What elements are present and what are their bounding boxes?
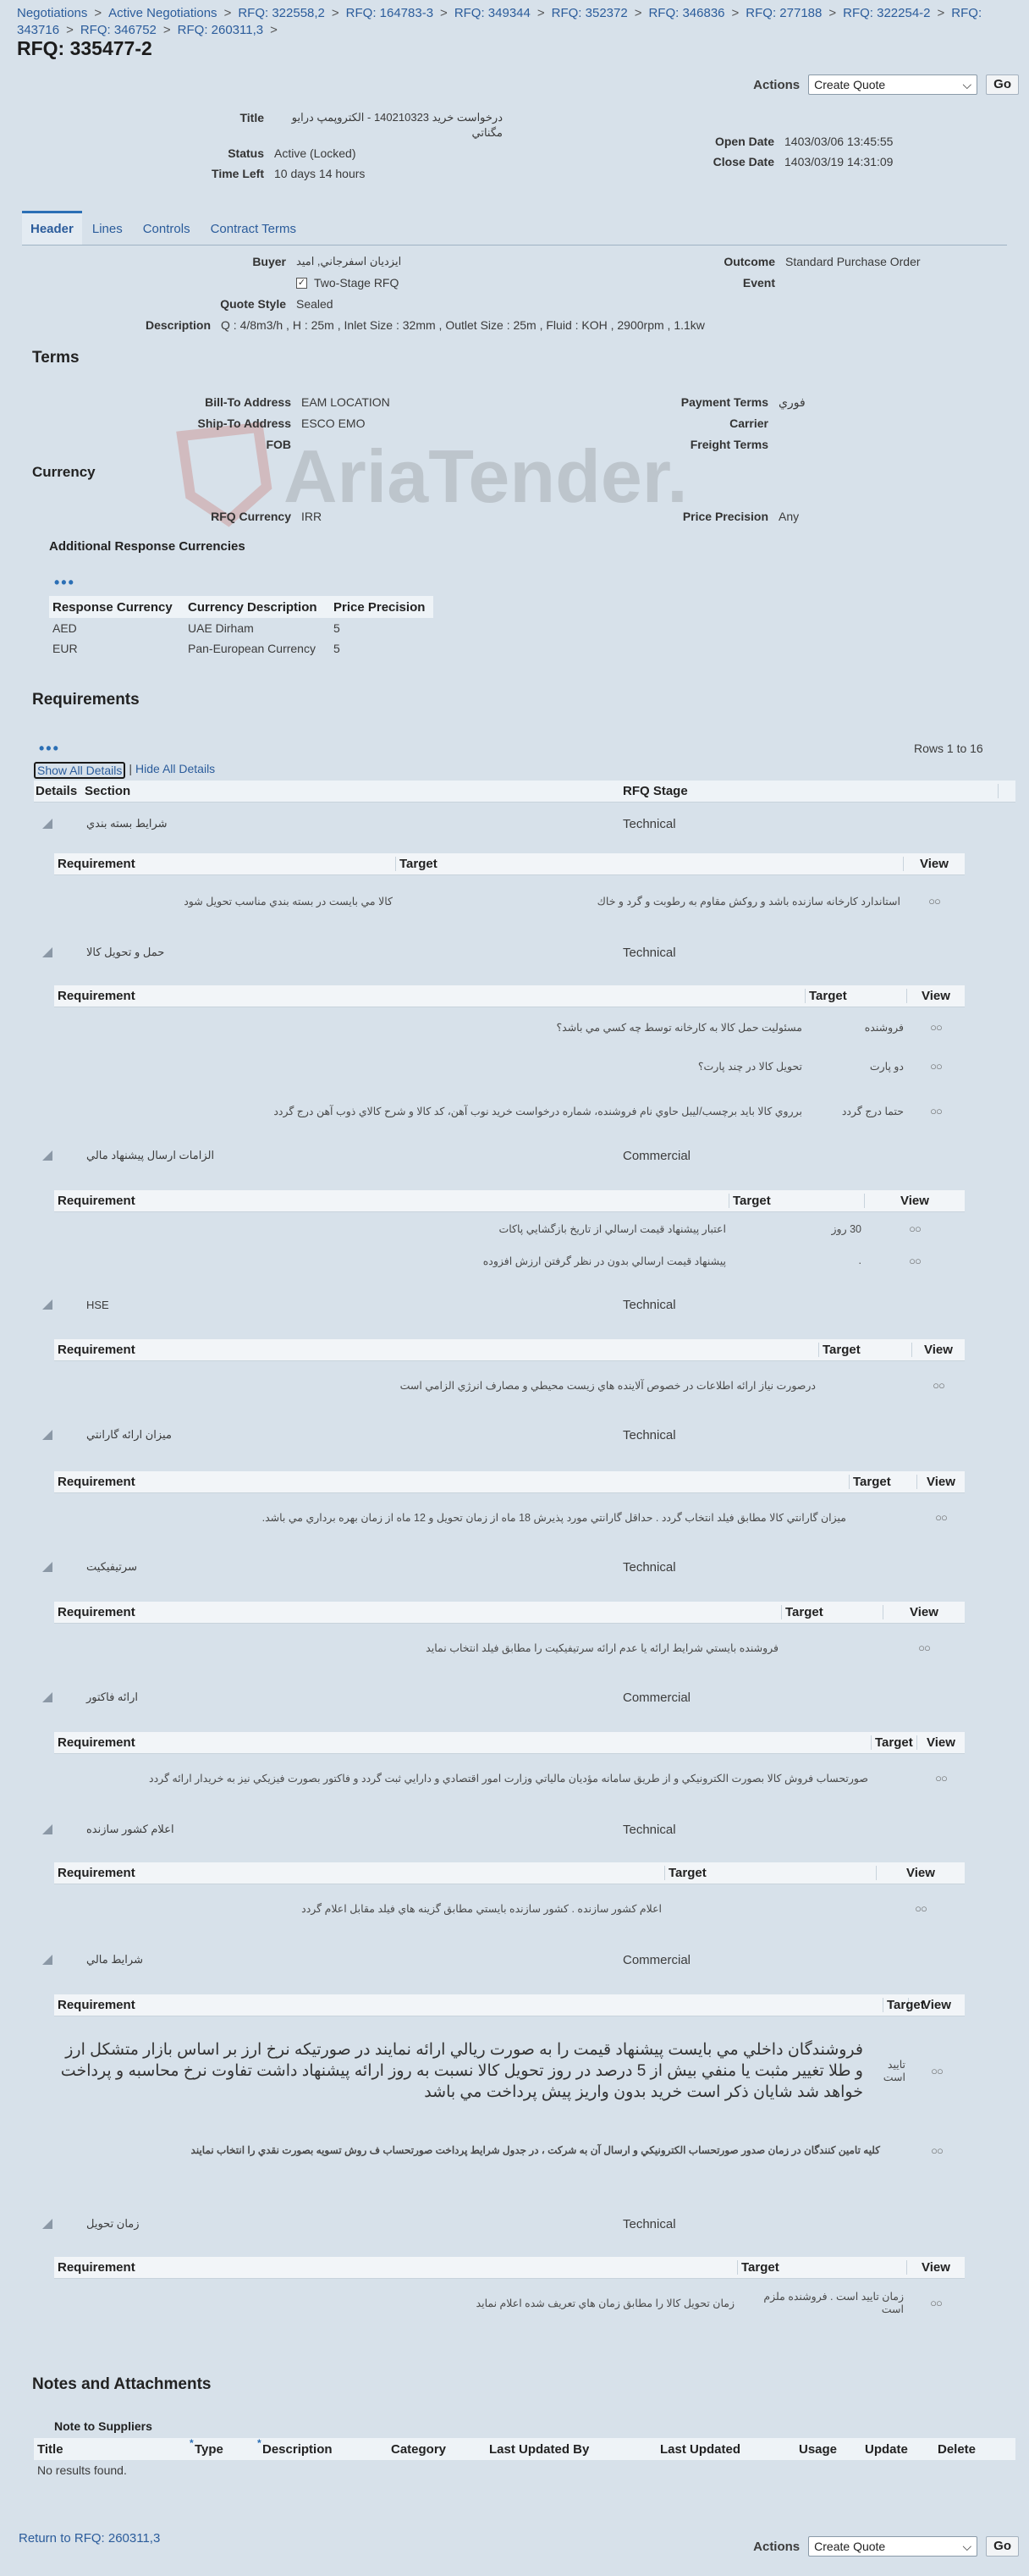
actions-label-bottom: Actions <box>753 2539 801 2554</box>
breadcrumb-separator: > <box>937 6 945 20</box>
col-target: Target <box>883 1998 909 2012</box>
requirement-detail-table <box>54 1732 965 1801</box>
section-name: زمان تحويل <box>86 2217 140 2230</box>
expand-triangle-icon[interactable] <box>42 947 52 957</box>
requirement-text: صورتحساب فروش كالا بصورت الكترونيكي و از طريق سامانه مؤديان مالياتي وزارت امور اقتصادي و دارايي ثبت گردد و فاكتور بصورت فيزيكي نيز به خريدار ارائه گردد <box>149 1772 868 1784</box>
requirement-text: پيشنهاد قيمت ارسالي بدون در نظر گرفتن ارزش افزوده <box>482 1255 726 1267</box>
requirement-row <box>54 1085 965 1136</box>
requirement-text: ميزان گارانتي كالا مطابق فيلد انتخاب گردد . حداقل گارانتي مورد پذيرش 18 ماه از زمان تحويل و 12 ماه از زمان بهره برداري مي باشد. <box>261 1511 846 1524</box>
status-label: Status <box>228 146 264 160</box>
col-view: View <box>920 857 949 871</box>
tab-lines[interactable]: Lines <box>91 222 123 236</box>
col-requirement: Requirement <box>54 989 806 1003</box>
description-value: Q : 4/8m3/h , H : 25m , Inlet Size : 32mm , Outlet Size : 25m , Fluid : KOH , 2900rpm , 1.1kw <box>221 318 705 332</box>
col-view: View <box>922 989 950 1003</box>
glasses-icon[interactable]: ○○ <box>915 1901 927 1915</box>
requirement-detail-table <box>54 1190 965 1277</box>
terms-right <box>640 394 978 452</box>
ship-to-label: Ship-To Address <box>197 416 291 430</box>
page-title: RFQ: 335477-2 <box>17 37 152 59</box>
summary-left <box>179 110 603 181</box>
currency-cell: 5 <box>333 642 340 655</box>
terms-left <box>113 394 452 452</box>
section-stage: Technical <box>623 1822 676 1837</box>
glasses-icon[interactable]: ○○ <box>909 1222 921 1235</box>
requirement-detail-table <box>54 1994 965 2176</box>
expand-triangle-icon[interactable] <box>42 819 52 829</box>
currency-row <box>49 618 433 638</box>
col-requirement: Requirement <box>54 1998 883 2012</box>
col-target: Target <box>665 1866 877 1880</box>
breadcrumb-separator: > <box>270 23 278 37</box>
col-usage: Usage <box>799 2441 838 2457</box>
section-name: شرايط بسته بندي <box>86 817 168 830</box>
tab-contract-terms[interactable]: Contract Terms <box>210 222 296 236</box>
breadcrumb-separator: > <box>634 6 642 20</box>
requirement-row <box>54 2279 965 2326</box>
col-view: View <box>927 1475 955 1489</box>
glasses-icon[interactable]: ○○ <box>930 1059 942 1073</box>
glasses-icon[interactable]: ○○ <box>918 1641 930 1654</box>
glasses-icon[interactable]: ○○ <box>931 2064 943 2077</box>
col-update: Update <box>865 2441 908 2457</box>
requirement-text: فروشندگان داخلي مي بايست پيشنهاد قيمت را به صورت ريالي ارائه نمايند در صورتيكه نرخ ارز بر اساس بازار متشكل ارز و طلا تغيير مثبت يا منفي بيش از 5 درصد در روز تحويل كالا نسبت به روز ارائه پيشنهاد داشت تفاوت نرخ محاسبه و پرداخت خواهد شد شايان ذكر است خريد بدون واريز پيش پرداخت مي باشد <box>60 2040 863 2101</box>
breadcrumb-separator: > <box>66 23 74 37</box>
col-price-precision: Price Precision <box>333 599 426 615</box>
glasses-icon[interactable]: ○○ <box>930 1104 942 1117</box>
col-target: Target <box>872 1735 917 1750</box>
requirement-text: كليه تامين كنندگان در زمان صدور صورتحساب الكترونيكي و ارسال آن به شركت ، در جدول شرايط پرداخت صورتحساب ف روش تسويه بصورت نقدي را انتخاب نمايند <box>190 2144 880 2156</box>
requirement-text: تحويل كالا در چند پارت؟ <box>697 1060 802 1073</box>
expand-triangle-icon[interactable] <box>42 1692 52 1702</box>
col-type: Type <box>195 2441 223 2457</box>
requirement-detail-table <box>54 985 965 1136</box>
currency-cell: 5 <box>333 621 340 635</box>
col-requirement: Requirement <box>54 2260 738 2275</box>
section-stage: Technical <box>623 2216 676 2231</box>
requirement-section-row <box>34 1685 1015 1710</box>
breadcrumb-link[interactable]: RFQ: 343716 <box>17 6 982 37</box>
currency-table-header <box>49 596 433 618</box>
summary-right <box>690 134 994 169</box>
bill-to-link[interactable]: EAM LOCATION <box>301 395 390 409</box>
requirement-row <box>54 875 965 926</box>
note-to-suppliers-heading: Note to Suppliers <box>54 2419 152 2433</box>
details-toggle: Show All Details | Hide All Details <box>34 762 215 779</box>
more-actions-icon[interactable]: ••• <box>54 574 75 591</box>
buyer-value: ايزديان اسفرجاني, اميد <box>296 255 402 268</box>
requirement-row <box>54 1884 965 1932</box>
breadcrumb <box>17 5 1015 39</box>
close-date-label: Close Date <box>713 155 774 168</box>
col-view: View <box>922 1998 951 2012</box>
breadcrumb-link[interactable]: RFQ: 346752 <box>80 23 157 37</box>
section-name: حمل و تحويل كالا <box>86 946 165 958</box>
target-text: استاندارد كارخانه سازنده باشد و روكش مقاوم به رطوبت و گرد و خاك <box>597 895 900 907</box>
return-link[interactable]: Return to RFQ: 260311,3 <box>19 2531 161 2546</box>
requirement-section-row <box>34 1554 1015 1580</box>
requirement-text: اعلام كشور سازنده . كشور سازنده بايستي مطابق گزينه هاي فيلد مقابل اعلام گردد <box>301 1902 662 1915</box>
section-name: ميزان ارائه گارانتي <box>86 1428 172 1441</box>
requirement-detail-table <box>54 2257 965 2326</box>
go-button-bottom[interactable]: Go <box>986 2536 1019 2557</box>
requirement-row <box>54 2125 965 2176</box>
col-target: Target <box>806 989 907 1003</box>
requirement-text: زمان تحويل كالا را مطابق زمان هاي تعريف شده اعلام نمايد <box>476 2297 735 2309</box>
breadcrumb-separator: > <box>828 6 837 20</box>
col-view: View <box>922 2260 950 2275</box>
breadcrumb-separator: > <box>440 6 448 20</box>
open-date-label: Open Date <box>714 135 774 148</box>
section-name: شرايط مالي <box>86 1953 143 1966</box>
col-target: Target <box>729 1194 865 1208</box>
breadcrumb-separator: > <box>537 6 545 20</box>
time-left-label: Time Left <box>212 167 264 180</box>
breadcrumb-separator: > <box>223 6 232 20</box>
expand-triangle-icon[interactable] <box>42 1955 52 1965</box>
terms-heading: Terms <box>32 349 80 367</box>
section-name: الزامات ارسال پيشنهاد مالي <box>86 1149 215 1161</box>
expand-triangle-icon[interactable] <box>42 1430 52 1440</box>
target-text: 30 روز <box>831 1222 861 1235</box>
glasses-icon[interactable]: ○○ <box>933 1378 944 1392</box>
expand-triangle-icon[interactable] <box>42 1824 52 1834</box>
requirement-row <box>54 1244 965 1277</box>
requirement-section-row <box>34 811 1015 836</box>
requirement-row <box>54 1361 965 1409</box>
col-section: Section <box>85 784 131 798</box>
currency-cell: Pan-European Currency <box>188 642 316 655</box>
breadcrumb-link[interactable]: RFQ: 164783-3 <box>345 6 434 20</box>
section-stage: Commercial <box>623 1690 691 1705</box>
col-requirement: Requirement <box>54 1605 782 1619</box>
actions-selected-value: Create Quote <box>814 78 886 91</box>
section-name: اعلام كشور سازنده <box>86 1823 174 1835</box>
requirement-detail-table <box>54 1339 965 1409</box>
carrier-label: Carrier <box>729 416 768 430</box>
currency-table <box>49 596 433 659</box>
requirement-row <box>54 1007 965 1046</box>
col-currency-description: Currency Description <box>188 599 317 615</box>
col-target: Target <box>782 1605 883 1619</box>
event-label: Event <box>742 276 775 290</box>
glasses-icon[interactable]: ○○ <box>930 1020 942 1034</box>
chevron-down-icon: ⌵ <box>962 77 972 91</box>
col-view: View <box>900 1194 929 1208</box>
col-requirement: Requirement <box>54 1343 819 1357</box>
actions-label: Actions <box>753 77 801 92</box>
actions-select[interactable] <box>808 74 977 95</box>
section-stage: Commercial <box>623 1952 691 1967</box>
breadcrumb-link[interactable]: RFQ: 352372 <box>551 6 628 20</box>
actions-selected-value-bottom: Create Quote <box>814 2540 886 2553</box>
breadcrumb-link[interactable]: RFQ: 277188 <box>746 6 823 20</box>
additional-currencies-heading: Additional Response Currencies <box>49 539 245 554</box>
breadcrumb-link[interactable]: Negotiations <box>17 6 88 20</box>
tab-controls[interactable]: Controls <box>142 222 190 236</box>
requirements-table-header <box>34 781 1015 803</box>
header-left <box>146 254 705 333</box>
section-name: ارائه فاكتور <box>86 1691 138 1703</box>
rows-info: Rows 1 to 16 <box>914 742 983 755</box>
col-requirement: Requirement <box>54 1194 729 1208</box>
section-stage: Technical <box>623 945 676 960</box>
breadcrumb-link[interactable]: RFQ: 349344 <box>454 6 531 20</box>
glasses-icon[interactable]: ○○ <box>909 1254 921 1267</box>
price-precision-value: Any <box>779 510 800 523</box>
status-value: Active (Locked) <box>274 146 356 160</box>
requirement-section-row <box>34 1143 1015 1168</box>
requirement-text: مسئوليت حمل كالا به كارخانه توسط چه كسي مي باشد؟ <box>556 1021 802 1034</box>
glasses-icon[interactable]: ○○ <box>935 1510 947 1524</box>
tab-header[interactable]: Header <box>22 211 82 245</box>
breadcrumb-separator: > <box>94 6 102 20</box>
col-last-updated: Last Updated <box>660 2441 741 2457</box>
target-text: تاييد است <box>883 2059 905 2083</box>
requirement-text: درصورت نياز ارائه اطلاعات در خصوص آلاينده هاي زيست محيطي و مصارف انرژي الزامي است <box>399 1379 816 1392</box>
currency-cell: EUR <box>52 642 78 655</box>
two-stage-label: Two-Stage RFQ <box>314 276 399 290</box>
ship-to-link[interactable]: ESCO EMO <box>301 416 366 430</box>
section-stage: Technical <box>623 1559 676 1575</box>
requirements-more-icon[interactable]: ••• <box>39 740 60 757</box>
bill-to-label: Bill-To Address <box>205 395 291 409</box>
section-name: HSE <box>86 1298 109 1311</box>
glasses-icon[interactable]: ○○ <box>930 2296 942 2309</box>
go-button[interactable]: Go <box>986 74 1019 95</box>
buyer-label: Buyer <box>252 255 286 268</box>
quote-style-label: Quote Style <box>220 297 286 311</box>
payment-terms-value: فوري <box>779 395 806 409</box>
requirement-section-row <box>34 940 1015 965</box>
requirement-text: فروشنده بايستي شرايط ارائه يا عدم ارائه سرتيفيكيت را مطابق فيلد انتخاب نمايد <box>426 1641 779 1654</box>
section-stage: Technical <box>623 816 676 831</box>
section-name: سرتيفيكيت <box>86 1560 137 1573</box>
requirement-detail-table <box>54 1602 965 1671</box>
requirement-row <box>54 2016 965 2125</box>
outcome-label: Outcome <box>724 255 775 268</box>
col-requirement: Requirement <box>54 1866 665 1880</box>
quote-style-value: Sealed <box>296 297 333 311</box>
currency-cell: AED <box>52 621 77 635</box>
title-label: Title <box>239 111 264 124</box>
title-value: درخواست خريد 140210323 - الكتروپمپ درايو مگناتي <box>291 111 503 139</box>
col-view: View <box>910 1605 938 1619</box>
glasses-icon[interactable]: ○○ <box>935 1771 947 1784</box>
requirement-section-row <box>34 1817 1015 1842</box>
rfq-currency-label: RFQ Currency <box>211 510 291 523</box>
breadcrumb-separator: > <box>331 6 339 20</box>
col-description: Description <box>262 2441 333 2457</box>
fob-label: FOB <box>266 438 291 451</box>
header-right <box>682 254 1004 290</box>
col-view: View <box>927 1735 955 1750</box>
currency-row <box>49 638 433 659</box>
two-stage-checkbox[interactable]: ✓ <box>297 277 306 288</box>
requirement-detail-table <box>54 853 965 926</box>
col-target: Target <box>850 1475 917 1489</box>
requirement-row <box>54 1212 965 1244</box>
target-text: . <box>858 1255 861 1266</box>
no-results-text: No results found. <box>37 2463 127 2477</box>
notes-heading: Notes and Attachments <box>32 2375 212 2393</box>
requirement-section-row <box>34 2211 1015 2237</box>
time-left-value: 10 days 14 hours <box>274 167 366 180</box>
col-target: Target <box>819 1343 912 1357</box>
show-all-details-link[interactable]: Show All Details <box>34 762 125 779</box>
col-requirement: Requirement <box>54 1735 872 1750</box>
actions-bar-bottom <box>753 2536 1019 2557</box>
price-precision-label: Price Precision <box>682 510 768 523</box>
requirement-row <box>54 1754 965 1801</box>
expand-triangle-icon[interactable] <box>42 1562 52 1572</box>
actions-bar <box>753 74 1019 95</box>
breadcrumb-separator: > <box>731 6 740 20</box>
col-title: Title <box>37 2441 63 2457</box>
currency-cell: UAE Dirham <box>188 621 254 635</box>
requirement-text: كالا مي بايست در بسته بندي مناسب تحويل شود <box>184 895 393 907</box>
target-text: زمان تاييد است . فروشنده ملزم است <box>763 2291 904 2315</box>
freight-terms-label: Freight Terms <box>690 438 768 451</box>
glasses-icon[interactable]: ○○ <box>928 894 940 907</box>
expand-triangle-icon[interactable] <box>42 1299 52 1310</box>
requirement-row <box>54 1046 965 1085</box>
col-delete: Delete <box>938 2441 977 2457</box>
breadcrumb-link[interactable]: RFQ: 260311,3 <box>177 23 264 37</box>
col-last-updated-by: Last Updated By <box>489 2441 590 2457</box>
actions-select-bottom[interactable] <box>808 2536 977 2557</box>
section-stage: Technical <box>623 1427 676 1442</box>
close-date-value: 1403/03/19 14:31:09 <box>784 155 894 168</box>
target-text: دو پارت <box>869 1060 904 1073</box>
watermark-text: AriaTender. <box>283 434 688 518</box>
hide-all-details-link[interactable]: Hide All Details <box>135 762 216 775</box>
section-stage: Technical <box>623 1297 676 1312</box>
requirement-row <box>54 1493 965 1541</box>
target-text: فروشنده <box>864 1021 904 1034</box>
col-requirement: Requirement <box>54 857 396 871</box>
currency-heading: Currency <box>32 464 96 480</box>
notes-table-header: Title * Type * Description Category Last Updated By Last Updated Usage Update Delete <box>34 2438 1015 2460</box>
open-date-value: 1403/03/06 13:45:55 <box>784 135 894 148</box>
rfq-currency-value: IRR <box>301 510 322 523</box>
glasses-icon[interactable]: ○○ <box>931 2143 943 2157</box>
requirement-text: برروي كالا بايد برچسب/ليبل حاوي نام فروشنده، شماره درخواست خريد نوب آهن، كد كالا و شرح كالاي ذوب آهن درج گردد <box>273 1105 802 1117</box>
requirement-text: اعتبار پيشنهاد قيمت ارسالي از تاريخ بازگشايي پاكات <box>498 1222 726 1235</box>
tab-bar <box>22 207 306 245</box>
col-rfq-stage: RFQ Stage <box>623 784 999 798</box>
requirement-section-row <box>34 1422 1015 1448</box>
col-response-currency: Response Currency <box>52 599 173 615</box>
requirement-detail-table <box>54 1471 965 1541</box>
chevron-down-icon: ⌵ <box>962 2539 972 2553</box>
expand-triangle-icon[interactable] <box>42 1150 52 1161</box>
description-label: Description <box>146 318 212 332</box>
expand-triangle-icon[interactable] <box>42 2219 52 2229</box>
col-view: View <box>924 1343 953 1357</box>
col-target: Target <box>396 857 904 871</box>
requirements-heading: Requirements <box>32 691 140 709</box>
col-requirement: Requirement <box>54 1475 850 1489</box>
requirement-section-row <box>34 1947 1015 1972</box>
payment-terms-label: Payment Terms <box>680 395 768 409</box>
section-stage: Commercial <box>623 1148 691 1163</box>
breadcrumb-link[interactable]: RFQ: 322254-2 <box>843 6 931 20</box>
outcome-value: Standard Purchase Order <box>785 255 921 268</box>
target-text: حتما درج گردد <box>841 1105 904 1117</box>
col-details: Details <box>36 784 78 798</box>
requirement-section-row <box>34 1292 1015 1317</box>
col-target: Target <box>738 2260 907 2275</box>
breadcrumb-link[interactable]: RFQ: 322558,2 <box>238 6 325 20</box>
col-category: Category <box>391 2441 447 2457</box>
breadcrumb-link[interactable]: RFQ: 346836 <box>648 6 725 20</box>
requirement-detail-table <box>54 1862 965 1932</box>
breadcrumb-separator: > <box>162 23 171 37</box>
col-view: View <box>906 1866 935 1880</box>
breadcrumb-link[interactable]: Active Negotiations <box>108 6 217 20</box>
requirement-row <box>54 1624 965 1671</box>
